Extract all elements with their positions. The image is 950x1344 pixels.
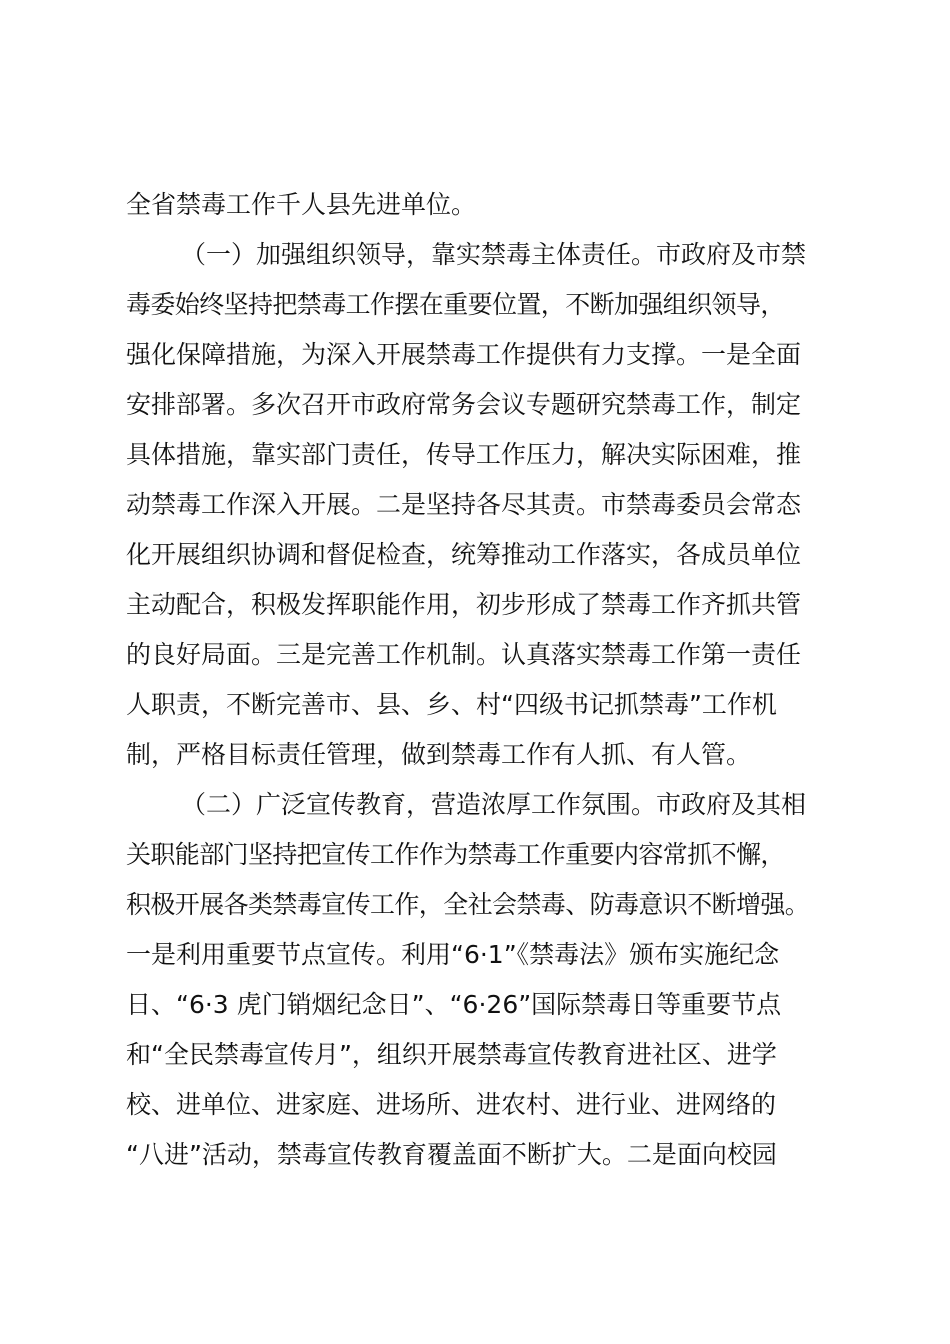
text-line: 一是利用重要节点宣传。利用“6·1”《禁毒法》颁布实施纪念 [126,940,780,969]
text-line: 主动配合，积极发挥职能作用，初步形成了禁毒工作齐抓共管 [126,590,802,619]
text-line: 校、进单位、进家庭、进场所、进农村、进行业、进网络的 [126,1090,777,1119]
text-line: 强化保障措施，为深入开展禁毒工作提供有力支撑。一是全面 [126,340,802,369]
text-line: 全省禁毒工作千人县先进单位。 [126,190,477,219]
text-line: 日、“6·3 虎门销烟纪念日”、“6·26”国际禁毒日等重要节点 [126,990,782,1019]
section-heading-line: （一）加强组织领导，靠实禁毒主体责任。市政府及市禁 [181,240,807,269]
text-line: 毒委始终坚持把禁毒工作摆在重要位置，不断加强组织领导， [126,290,785,319]
text-line: “八进”活动，禁毒宣传教育覆盖面不断扩大。二是面向校园 [126,1140,777,1169]
text-line: 和“全民禁毒宣传月”，组织开展禁毒宣传教育进社区、进学 [126,1040,777,1069]
text-line: 安排部署。多次召开市政府常务会议专题研究禁毒工作，制定 [126,390,802,419]
text-line: 具体措施，靠实部门责任，传导工作压力，解决实际困难，推 [126,440,802,469]
text-line: 人职责，不断完善市、县、乡、村“四级书记抓禁毒”工作机 [126,690,777,719]
text-line: 制，严格目标责任管理，做到禁毒工作有人抓、有人管。 [126,740,752,769]
body-text [126,180,836,1180]
text-line: 动禁毒工作深入开展。二是坚持各尽其责。市禁毒委员会常态 [126,490,802,519]
text-line: 关职能部门坚持把宣传工作作为禁毒工作重要内容常抓不懈， [126,840,785,869]
text-line: 的良好局面。三是完善工作机制。认真落实禁毒工作第一责任 [126,640,802,669]
text-line: 化开展组织协调和督促检查，统筹推动工作落实，各成员单位 [126,540,802,569]
section-heading-line: （二）广泛宣传教育，营造浓厚工作氛围。市政府及其相 [181,790,807,819]
text-line: 积极开展各类禁毒宣传工作，全社会禁毒、防毒意识不断增强。 [126,890,810,919]
